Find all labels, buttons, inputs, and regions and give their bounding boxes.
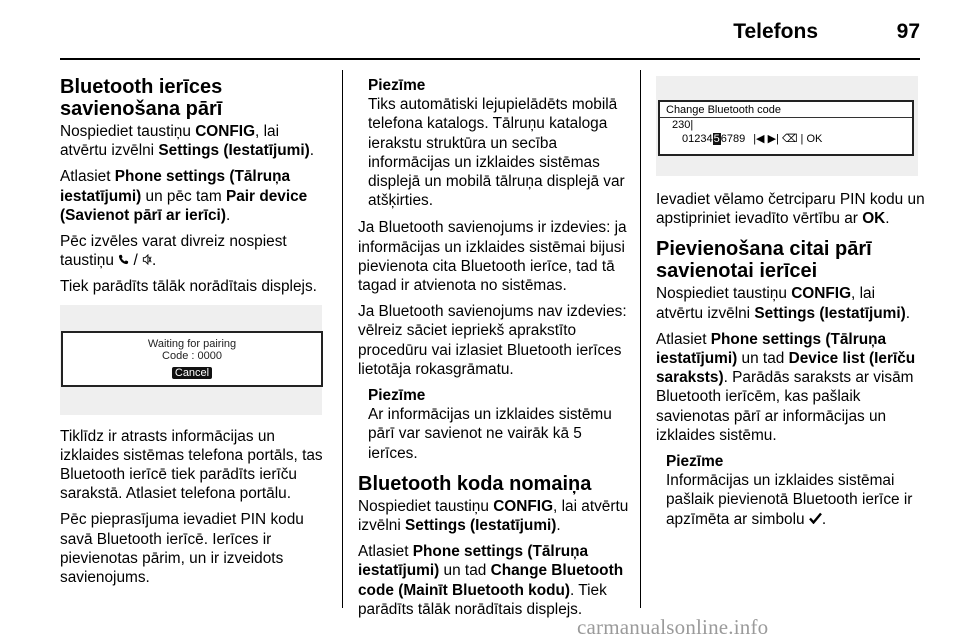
- paragraph: Nospiediet taustiņu CONFIG, lai atvērtu izvēlni Settings (Iestatījumi).: [656, 285, 911, 322]
- display-line: Waiting for pairing: [147, 337, 237, 350]
- column-divider: [342, 70, 343, 608]
- paragraph: Nospiediet taustiņu CONFIG, lai atvērtu izvēlni Settings (Iestatījumi).: [60, 123, 315, 160]
- note-title: Piezīme: [666, 453, 724, 471]
- display-controls: |◀ ▶| ⌫ | OK: [753, 133, 823, 145]
- paragraph: Atlasiet Phone settings (Tālruņa iestatījumi) un tad Device list (Ierīču saraksts). Parādās saraksts ar visām Bluetooth ierīcēm, kas pašlaik savienotas pārī ar informācijas un izklaides sistēmu.: [656, 330, 916, 444]
- paragraph: Pēc izvēles varat divreiz nospiest taustiņu / .: [60, 233, 287, 270]
- mute-icon: [142, 251, 152, 270]
- display-line: Code : 0000: [162, 349, 222, 362]
- note: Piezīme Informācijas un izklaides sistēmai pašlaik pievienotā Bluetooth ierīce ir apzīmēta ar simbolu .: [666, 452, 926, 529]
- paragraph: Nospiediet taustiņu CONFIG, lai atvērtu izvēlni Settings (Iestatījumi).: [358, 497, 629, 535]
- selected-digit: 5: [713, 133, 720, 145]
- note: [368, 386, 630, 463]
- paragraph: Ja Bluetooth savienojums nav izdevies: vēlreiz sāciet iepriekš aprakstīto procedūru vai izlasiet Bluetooth ierīces lietotāja rokasgrāmatu.: [358, 303, 627, 378]
- phone-icon: [118, 251, 129, 270]
- heading-connect-other: Pievienošana citai pārī savienotai ierīcei: [656, 238, 872, 283]
- column-2: [358, 76, 630, 626]
- page-number: 97: [896, 20, 920, 43]
- paragraph: Ja Bluetooth savienojums ir izdevies: ja informācijas un izklaides sistēmai bijusi pievienota cita Bluetooth ierīce, tad tā tagad ir atvienota no sistēmas.: [358, 219, 627, 295]
- watermark: carmanualsonline.info: [577, 615, 769, 639]
- note-text: Ar informācijas un izklaides sistēmu pārī var savienot ne vairāk kā 5 ierīces.: [368, 406, 612, 462]
- paragraph: Pēc pieprasījuma ievadiet PIN kodu savā Bluetooth ierīcē. Ierīces ir pievienotas pārim, un ir izveidots savienojums.: [60, 511, 304, 587]
- section-title: Telefons: [733, 20, 818, 43]
- paragraph: Tiklīdz ir atrasts informācijas un izklaides sistēmas telefona portāls, tas Bluetooth ierīcē tiek parādīts ierīču sarakstā. Atlasiet telefona portālu.: [60, 427, 323, 503]
- display-title: Change Bluetooth code: [660, 102, 912, 118]
- cancel-button: Cancel: [172, 367, 212, 379]
- paragraph: Atlasiet Phone settings (Tālruņa iestatījumi) un pēc tam Pair device (Savienot pārī ar ierīci).: [60, 168, 308, 224]
- display-illustration-change-code: [656, 76, 918, 176]
- column-divider: [640, 70, 641, 608]
- heading-pairing: Bluetooth ierīces savienošana pārī: [60, 76, 223, 120]
- page-header: [60, 0, 920, 60]
- paragraph: Ievadiet vēlamo četrciparu PIN kodu un apstipriniet ievadīto vērtību ar OK.: [656, 191, 925, 228]
- note-title: Piezīme: [368, 387, 426, 405]
- heading-change-code: Bluetooth koda nomaiņa: [358, 472, 592, 495]
- display-screen: [61, 331, 323, 387]
- column-3: [656, 76, 926, 537]
- display-screen: [658, 100, 914, 156]
- paragraph: Tiek parādīts tālāk norādītais displejs.: [60, 278, 317, 296]
- column-1: [60, 76, 330, 594]
- note-title: Piezīme: [368, 77, 426, 94]
- note-text: Informācijas un izklaides sistēmai pašlaik pievienotā Bluetooth ierīce ir apzīmēta ar simbolu: [666, 472, 913, 528]
- checkmark-icon: [809, 510, 822, 529]
- display-illustration-pairing: [60, 305, 322, 415]
- digit-selector: 0123456789 |◀ ▶| ⌫ | OK: [682, 133, 823, 145]
- note-text: Tiks automātiski lejupielādēts mobilā telefona katalogs. Tālruņu kataloga ierakstu struktūra un secība informācijas un izklaides sistēmas displejā un mobilā tālruņa displejā var atšķirties.: [368, 96, 625, 210]
- note: [368, 76, 630, 210]
- paragraph: Atlasiet Phone settings (Tālruņa iestatījumi) un tad Change Bluetooth code (Mainīt Bluetooth kodu). Tiek parādīts tālāk norādītais displejs.: [358, 543, 624, 618]
- pin-entry: 230|: [672, 119, 694, 131]
